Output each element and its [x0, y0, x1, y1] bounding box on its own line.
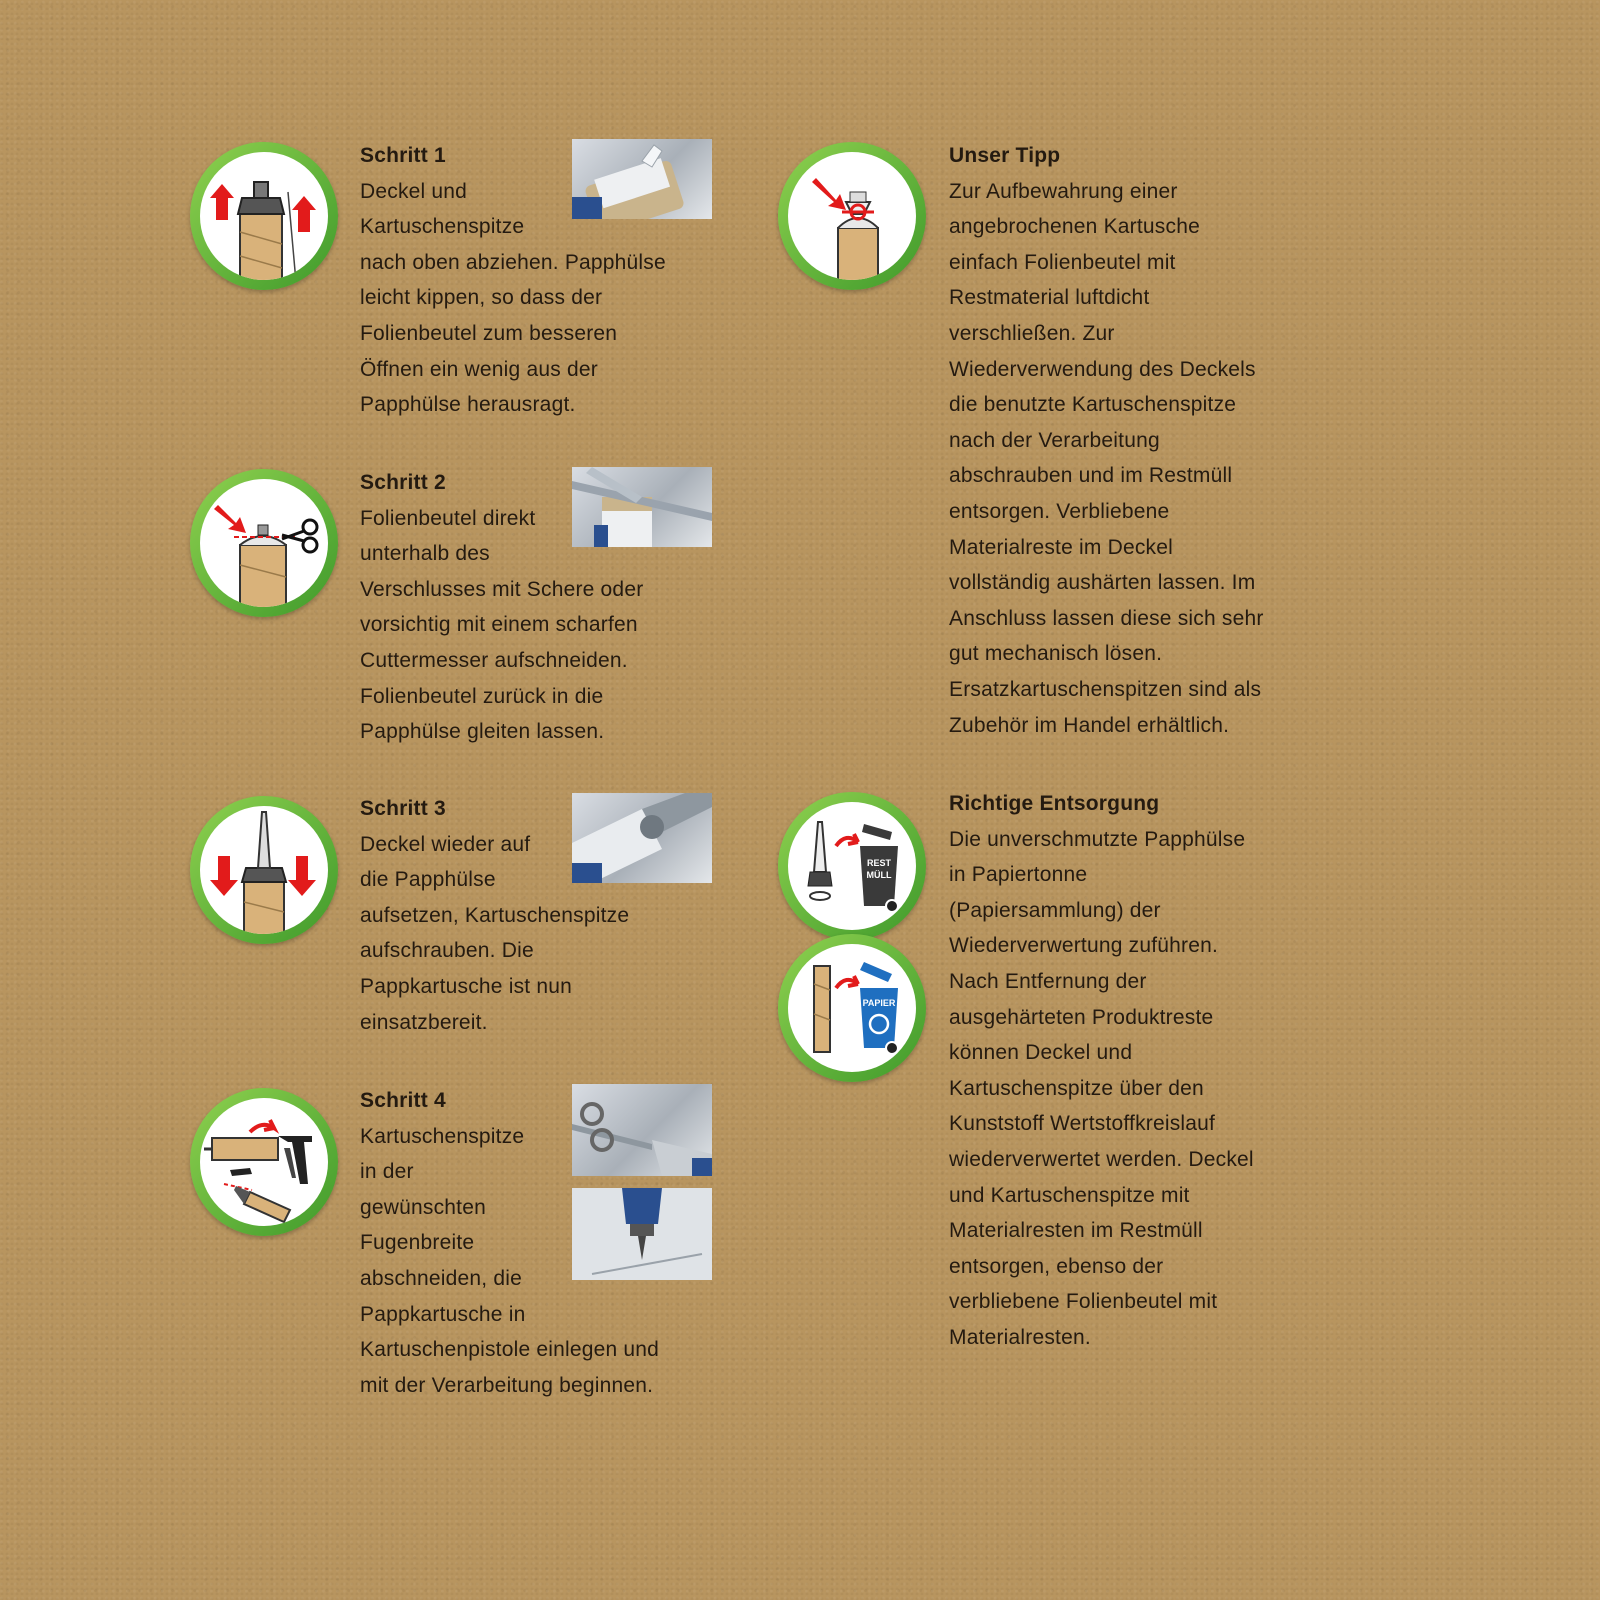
tip-line: Materialreste im Deckel — [949, 535, 1173, 559]
step4-line: abschneiden, die — [360, 1266, 522, 1290]
residual-waste-bin-icon — [788, 802, 916, 930]
tip-line: entsorgen. Verbliebene — [949, 499, 1170, 523]
step1-line: Kartuschenspitze — [360, 215, 525, 239]
disposal-rest-badge — [778, 792, 926, 940]
step2-line: Verschlusses mit Schere oder — [360, 577, 644, 601]
tip-line: abschrauben und im Restmüll — [949, 464, 1233, 488]
step2-badge — [190, 469, 338, 617]
disposal-line: und Kartuschenspitze mit — [949, 1183, 1190, 1207]
tip-line: Wiederverwendung des Deckels — [949, 357, 1256, 381]
step3-line: die Papphülse — [360, 868, 496, 892]
step2-text — [360, 465, 643, 750]
step1-line: Folienbeutel zum besseren — [360, 321, 618, 345]
step4-text — [360, 1083, 659, 1403]
step3-line: aufsetzen, Kartuschenspitze — [360, 903, 630, 927]
tip-line: angebrochenen Kartusche — [949, 215, 1200, 239]
step4-heading: Schritt 4 — [360, 1089, 446, 1112]
step1-badge — [190, 142, 338, 290]
disposal-line: Materialresten. — [949, 1325, 1091, 1349]
disposal-line: Wiederverwertung zuführen. — [949, 934, 1218, 958]
tip-line: die benutzte Kartuschenspitze — [949, 393, 1237, 417]
step4-line: Kartuschenpistole einlegen und — [360, 1338, 660, 1362]
tip-line: Anschluss lassen diese sich sehr — [949, 606, 1264, 630]
step3-line: Deckel wieder auf — [360, 832, 531, 856]
step1-line: nach oben abziehen. Papphülse — [360, 250, 666, 274]
disposal-line: Materialresten im Restmüll — [949, 1219, 1203, 1243]
step2-line: Folienbeutel zurück in die — [360, 684, 604, 708]
step2-line: unterhalb des — [360, 542, 490, 566]
tip-line: gut mechanisch lösen. — [949, 642, 1163, 666]
step2-line: vorsichtig mit einem scharfen — [360, 613, 638, 637]
step2-line: Papphülse gleiten lassen. — [360, 720, 605, 744]
step2-line: Folienbeutel direkt — [360, 506, 536, 530]
disposal-line: ausgehärteten Produktreste — [949, 1005, 1214, 1029]
tip-heading: Unser Tipp — [949, 144, 1061, 167]
step4-line: Pappkartusche in — [360, 1302, 526, 1326]
paper-bin-icon — [788, 944, 916, 1072]
disposal-line: wiederverwertet werden. Deckel — [949, 1147, 1254, 1171]
step1-line: Deckel und — [360, 179, 468, 203]
rest-bin-label-2: MÜLL — [866, 870, 892, 880]
paper-bin-label: PAPIER — [862, 998, 896, 1008]
disposal-heading: Richtige Entsorgung — [949, 792, 1160, 815]
step1-line: leicht kippen, so dass der — [360, 286, 603, 310]
cartridge-screw-nozzle-icon — [200, 806, 328, 934]
tip-line: Zubehör im Handel erhältlich. — [949, 713, 1230, 737]
step4-line: gewünschten — [360, 1195, 486, 1219]
tip-line: Restmaterial luftdicht — [949, 286, 1150, 310]
step2-line: Cuttermesser aufschneiden. — [360, 648, 628, 672]
tip-badge — [778, 142, 926, 290]
tip-line: Ersatzkartuschenspitzen sind als — [949, 677, 1262, 701]
step4-line: Kartuschenspitze — [360, 1124, 525, 1148]
disposal-line: Kunststoff Wertstoffkreislauf — [949, 1112, 1216, 1136]
cartridge-pull-cap-icon — [200, 152, 328, 280]
disposal-paper-badge — [778, 934, 926, 1082]
tip-text — [949, 138, 1264, 743]
step1-line: Öffnen ein wenig aus der — [360, 357, 598, 381]
disposal-line: in Papiertonne — [949, 863, 1088, 887]
step3-heading: Schritt 3 — [360, 797, 446, 820]
disposal-line: Kartuschenspitze über den — [949, 1076, 1204, 1100]
step3-badge — [190, 796, 338, 944]
step4-line: in der — [360, 1160, 414, 1184]
disposal-line: Nach Entfernung der — [949, 969, 1147, 993]
step4-line: mit der Verarbeitung beginnen. — [360, 1373, 654, 1397]
step3-line: Pappkartusche ist nun — [360, 974, 572, 998]
step4-line: Fugenbreite — [360, 1231, 475, 1255]
caulking-gun-icon — [200, 1098, 328, 1226]
step2-heading: Schritt 2 — [360, 471, 446, 494]
disposal-line: Die unverschmutzte Papphülse — [949, 827, 1246, 851]
step3-line: einsatzbereit. — [360, 1010, 488, 1034]
disposal-line: verbliebene Folienbeutel mit — [949, 1290, 1218, 1314]
step3-text — [360, 791, 629, 1040]
step3-line: aufschrauben. Die — [360, 939, 534, 963]
step1-line: Papphülse herausragt. — [360, 393, 576, 417]
disposal-line: können Deckel und — [949, 1041, 1133, 1065]
tip-line: Zur Aufbewahrung einer — [949, 179, 1178, 203]
disposal-line: entsorgen, ebenso der — [949, 1254, 1164, 1278]
tip-line: einfach Folienbeutel mit — [949, 250, 1176, 274]
sealed-bag-icon — [788, 152, 916, 280]
disposal-text — [949, 786, 1254, 1356]
tip-line: verschließen. Zur — [949, 321, 1115, 345]
tip-line: vollständig aushärten lassen. Im — [949, 571, 1256, 595]
disposal-line: (Papiersammlung) der — [949, 898, 1161, 922]
step1-heading: Schritt 1 — [360, 144, 446, 167]
scissors-cut-bag-icon — [200, 479, 328, 607]
rest-bin-label-1: REST — [866, 858, 892, 868]
step4-badge — [190, 1088, 338, 1236]
tip-line: nach der Verarbeitung — [949, 428, 1160, 452]
step1-text — [360, 138, 666, 423]
